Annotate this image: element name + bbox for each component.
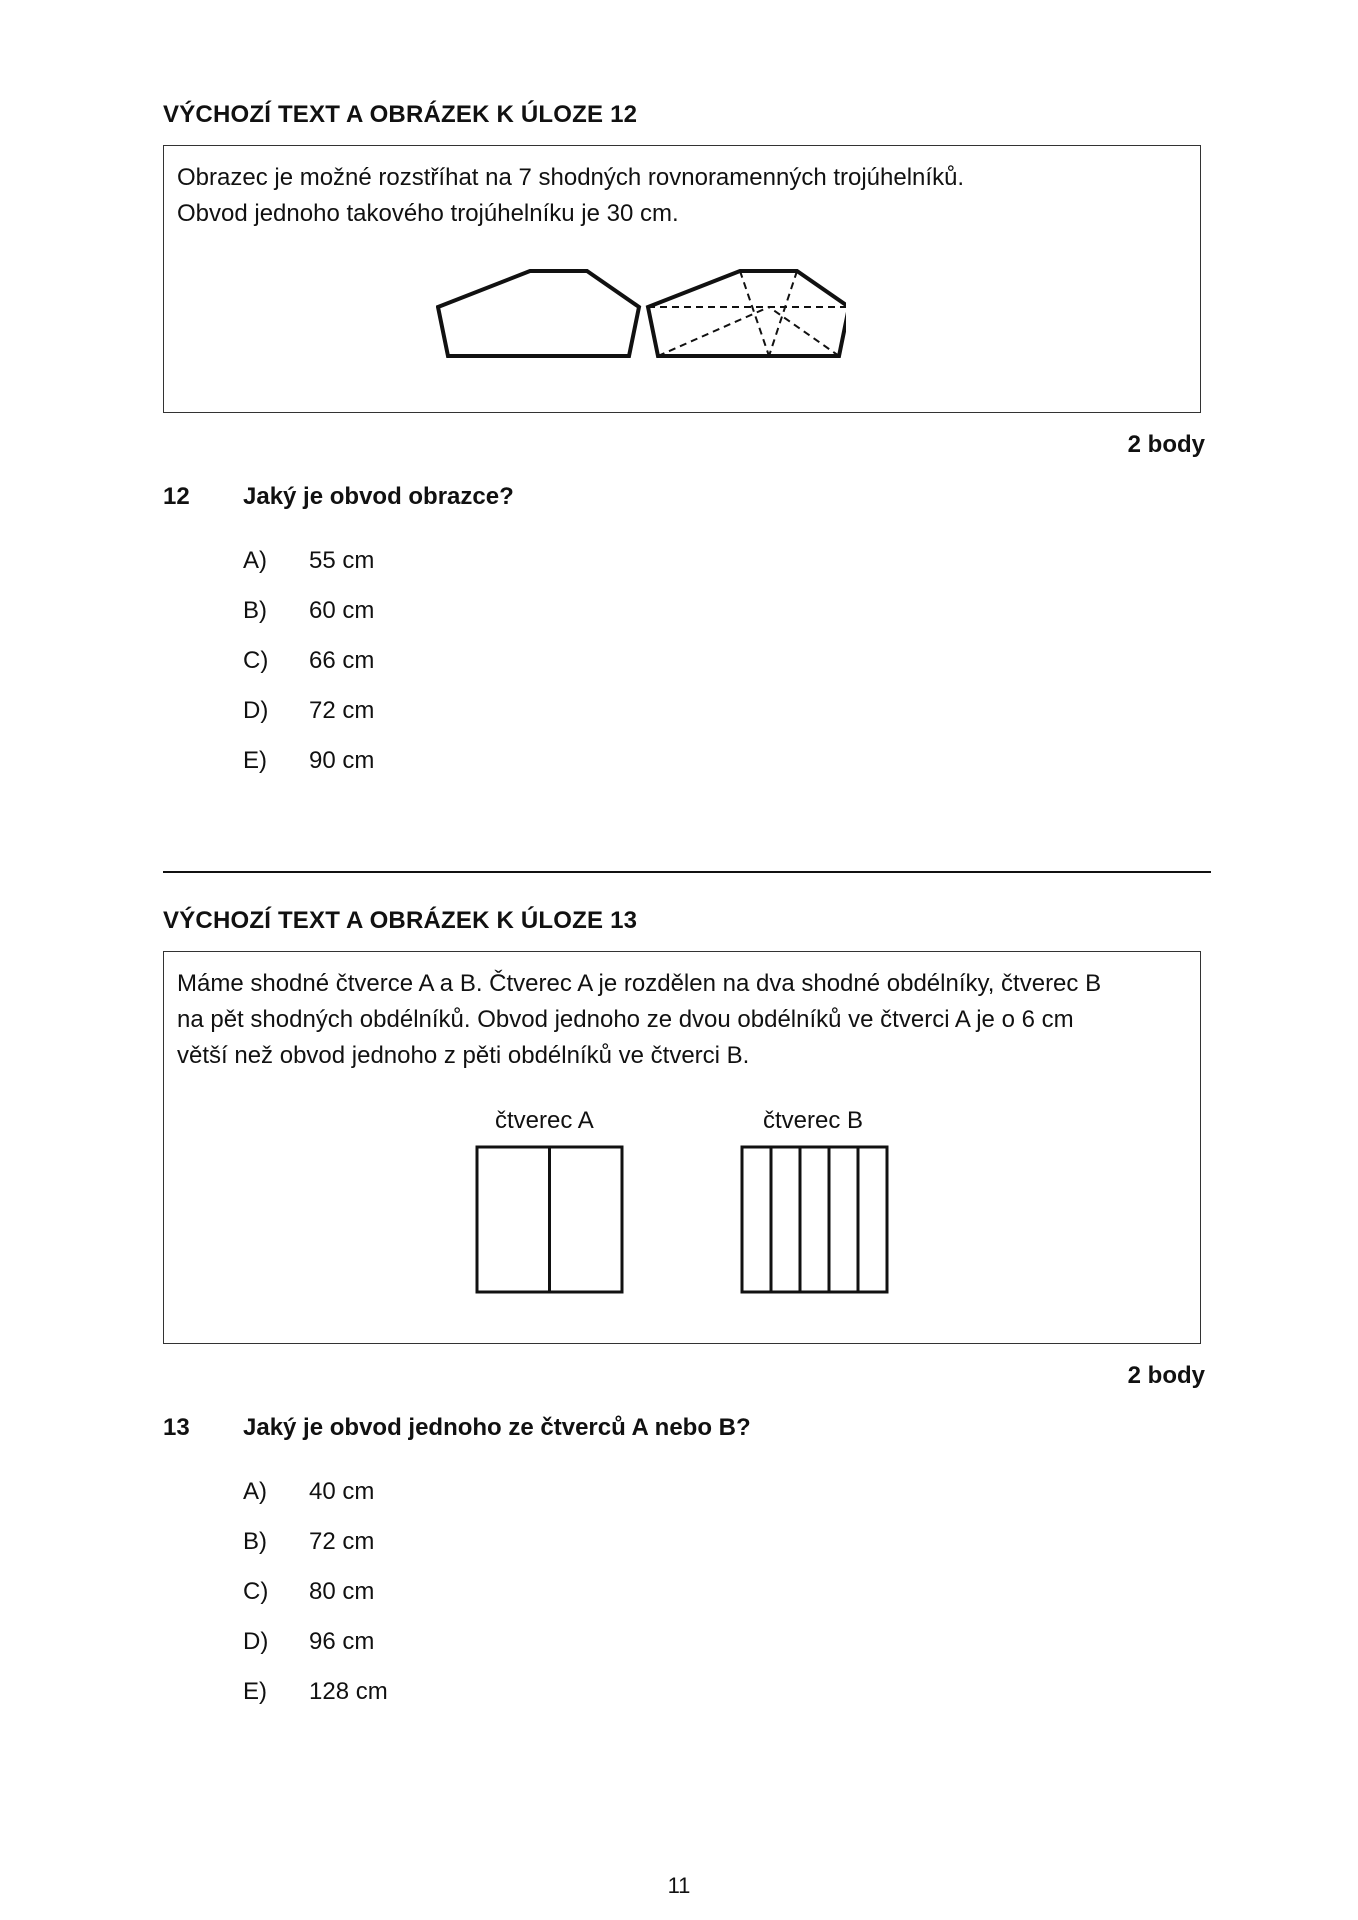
task13-text-line-2: na pět shodných obdélníků. Obvod jednoho ze dvou obdélníků ve čtverci A je o 6 cm	[177, 1006, 1074, 1033]
option-value: 80 cm	[309, 1578, 375, 1605]
option-letter: D)	[243, 697, 269, 724]
option-letter: C)	[243, 1578, 269, 1605]
task13-points: 2 body	[1127, 1362, 1205, 1389]
option-letter: C)	[243, 647, 269, 674]
task13-figure	[474, 1144, 894, 1294]
option-letter: B)	[243, 1528, 267, 1555]
option-value: 60 cm	[309, 597, 375, 624]
option-letter: E)	[243, 747, 267, 774]
task13-question: Jaký je obvod jednoho ze čtverců A nebo B?	[243, 1414, 751, 1441]
option-value: 96 cm	[309, 1628, 375, 1655]
square-b-label: čtverec B	[763, 1107, 864, 1134]
task12-figure	[436, 267, 846, 359]
task13-text-line-3: větší než obvod jednoho z pěti obdélníků ve čtverci B.	[177, 1042, 750, 1069]
square-a-label: čtverec A	[495, 1107, 594, 1134]
option-letter: A)	[243, 1478, 267, 1505]
task12-heading: VÝCHOZÍ TEXT A OBRÁZEK K ÚLOZE 12	[163, 101, 638, 128]
square-a	[477, 1147, 622, 1292]
task12-points: 2 body	[1127, 431, 1205, 458]
option-letter: A)	[243, 547, 267, 574]
option-value: 72 cm	[309, 1528, 375, 1555]
task12-number: 12	[163, 483, 190, 510]
option-letter: D)	[243, 1628, 269, 1655]
option-letter: B)	[243, 597, 267, 624]
shape-whole	[438, 271, 639, 356]
option-value: 66 cm	[309, 647, 375, 674]
option-value: 40 cm	[309, 1478, 375, 1505]
task13-source-box	[163, 951, 1201, 1344]
task13-number: 13	[163, 1414, 190, 1441]
task13-heading: VÝCHOZÍ TEXT A OBRÁZEK K ÚLOZE 13	[163, 907, 638, 934]
task12-text-line-2: Obvod jednoho takového trojúhelníku je 30 cm.	[177, 200, 679, 227]
task12-text-line-1: Obrazec je možné rozstříhat na 7 shodných rovnoramenných trojúhelníků.	[177, 164, 965, 191]
option-letter: E)	[243, 1678, 267, 1705]
task12-source-box	[163, 145, 1201, 413]
section-divider	[163, 871, 1211, 873]
option-value: 55 cm	[309, 547, 375, 574]
task12-question: Jaký je obvod obrazce?	[243, 483, 514, 510]
shape-divided	[648, 271, 846, 356]
square-b	[742, 1147, 887, 1292]
option-value: 128 cm	[309, 1678, 388, 1705]
option-value: 90 cm	[309, 747, 375, 774]
page-number: 11	[667, 1873, 691, 1898]
task13-text-line-1: Máme shodné čtverce A a B. Čtverec A je rozdělen na dva shodné obdélníky, čtverec B	[177, 970, 1102, 997]
option-value: 72 cm	[309, 697, 375, 724]
